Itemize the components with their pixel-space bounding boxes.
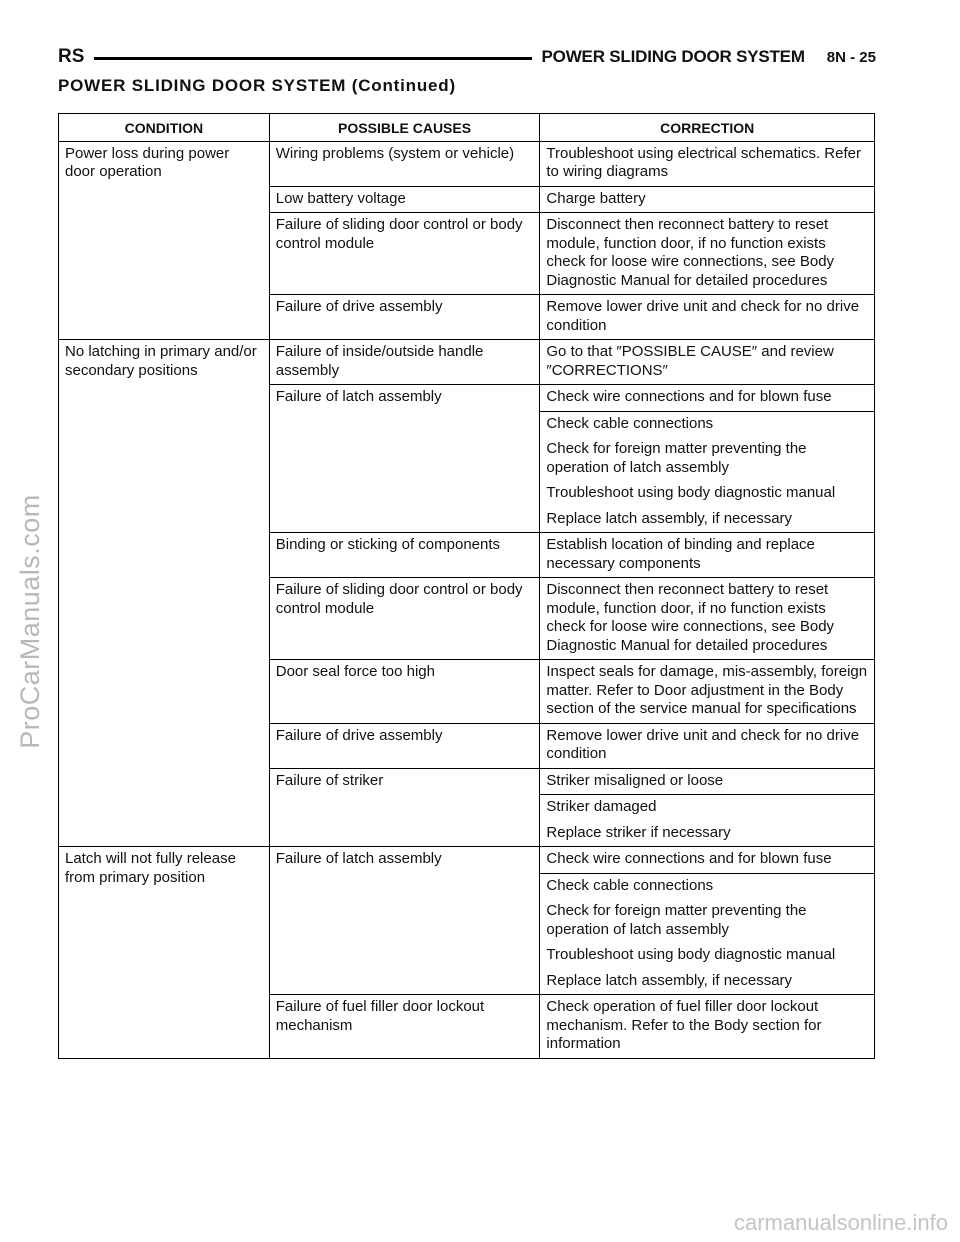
correction-step: Check cable connections <box>546 876 714 894</box>
cause-cell: Door seal force too high <box>269 660 540 724</box>
correction-cell: Remove lower drive unit and check for no drive condition <box>540 723 875 768</box>
cause-cell: Failure of fuel filler door lockout mechanism <box>269 995 540 1059</box>
correction-step: Striker damaged <box>546 798 657 815</box>
correction-cell: Inspect seals for damage, mis-assembly, foreign matter. Refer to Door adjustment in the Body section of the service manual for specifications <box>540 660 875 724</box>
correction-cell: Disconnect then reconnect battery to reset module, function door, if no function exists check for loose wire connections, see Body Diagnostic Manual for detailed procedures <box>540 213 875 295</box>
correction-cell <box>540 873 875 995</box>
table-body <box>59 141 875 1058</box>
correction-cell: Check operation of fuel filler door lockout mechanism. Refer to the Body section for information <box>540 995 875 1059</box>
correction-step: Replace latch assembly, if necessary <box>546 971 793 989</box>
cause-cell: Failure of latch assembly <box>269 385 540 533</box>
cause-cell: Failure of inside/outside handle assembly <box>269 340 540 385</box>
correction-cell: Troubleshoot using electrical schematics. Refer to wiring diagrams <box>540 141 875 186</box>
cause-cell: Failure of drive assembly <box>269 295 540 340</box>
column-header-causes: POSSIBLE CAUSES <box>269 114 540 142</box>
correction-cell <box>540 411 875 533</box>
column-header-correction: CORRECTION <box>540 114 875 142</box>
cause-cell: Failure of sliding door control or body control module <box>269 578 540 660</box>
correction-step: Troubleshoot using body diagnostic manual <box>546 946 836 963</box>
cause-cell: Failure of drive assembly <box>269 723 540 768</box>
cause-cell: Binding or sticking of components <box>269 533 540 578</box>
correction-cell: Disconnect then reconnect battery to reset module, function door, if no function exists check for loose wire connections, see Body Diagnostic Manual for detailed procedures <box>540 578 875 660</box>
correction-step: Check for foreign matter preventing the operation of latch assembly <box>546 902 807 938</box>
bottom-watermark: carmanualsonline.info <box>733 1210 948 1235</box>
header-section-code: RS <box>58 46 85 67</box>
correction-cell: Check wire connections and for blown fuse <box>540 385 875 412</box>
condition-cell: Latch will not fully release from primary position <box>59 847 270 1059</box>
page-header <box>58 42 876 72</box>
correction-cell: Go to that ″POSSIBLE CAUSE″ and review ″CORRECTIONS″ <box>540 340 875 385</box>
header-rule <box>94 57 531 60</box>
cause-cell: Failure of sliding door control or body control module <box>269 213 540 295</box>
side-watermark-text: ProCarManuals.com <box>14 493 45 749</box>
condition-cell: Power loss during power door operation <box>59 141 270 340</box>
correction-step: Check for foreign matter preventing the operation of latch assembly <box>546 440 807 476</box>
correction-cell: Establish location of binding and replace necessary components <box>540 533 875 578</box>
correction-cell <box>540 795 875 847</box>
table-row <box>59 141 875 186</box>
header-title: POWER SLIDING DOOR SYSTEM <box>541 47 805 66</box>
table-row <box>59 340 875 385</box>
diagnosis-table <box>58 113 875 1059</box>
correction-step: Replace striker if necessary <box>546 823 731 841</box>
page-number: 8N - 25 <box>826 48 876 66</box>
side-watermark <box>8 0 52 1242</box>
cause-cell: Low battery voltage <box>269 186 540 213</box>
cause-cell: Failure of latch assembly <box>269 847 540 995</box>
cause-cell: Failure of striker <box>269 768 540 847</box>
correction-cell: Check wire connections and for blown fuse <box>540 847 875 874</box>
table-header-row <box>59 114 875 142</box>
correction-step: Check cable connections <box>546 414 714 432</box>
condition-cell: No latching in primary and/or secondary positions <box>59 340 270 847</box>
column-header-condition: CONDITION <box>59 114 270 142</box>
correction-step: Replace latch assembly, if necessary <box>546 509 793 527</box>
table-row <box>59 847 875 874</box>
correction-cell: Striker misaligned or loose <box>540 768 875 795</box>
correction-cell: Charge battery <box>540 186 875 213</box>
correction-cell: Remove lower drive unit and check for no drive condition <box>540 295 875 340</box>
cause-cell: Wiring problems (system or vehicle) <box>269 141 540 186</box>
correction-step: Troubleshoot using body diagnostic manual <box>546 484 836 501</box>
section-title: POWER SLIDING DOOR SYSTEM (Continued) <box>58 76 456 95</box>
